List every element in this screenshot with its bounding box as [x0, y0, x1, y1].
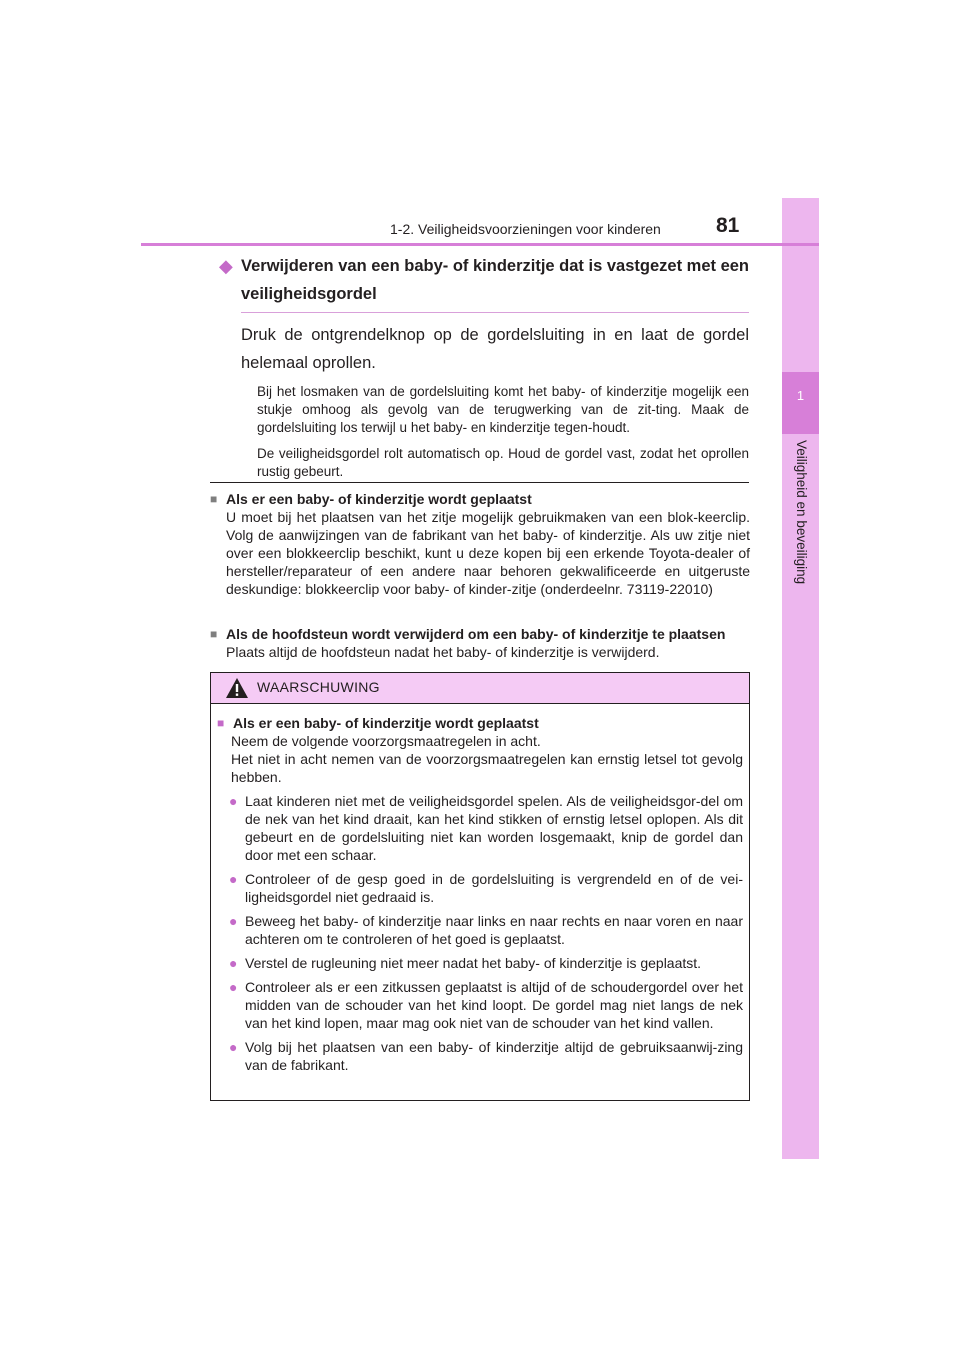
info-heading	[210, 625, 750, 643]
info-block-clip	[210, 490, 750, 598]
warning-intro-line: Neem de volgende voorzorgsmaatregelen in acht.	[231, 733, 541, 749]
warning-title: WAARSCHUWING	[257, 679, 380, 695]
warning-content	[211, 704, 749, 1074]
chapter-number: 1	[796, 388, 805, 403]
section-end-rule	[210, 482, 749, 483]
circle-bullet-icon: ●	[229, 913, 238, 929]
chapter-label: Veiligheid en beveiliging	[794, 440, 809, 585]
warning-bullet	[229, 792, 743, 864]
info-heading-text: Als er een baby- of kinderzitje wordt geplaatst	[226, 491, 532, 507]
circle-bullet-icon: ●	[229, 871, 238, 887]
chapter-tab	[782, 198, 819, 1159]
chapter-tab-active	[782, 372, 819, 434]
removal-section	[219, 252, 749, 481]
square-bullet-icon: ■	[217, 716, 225, 730]
info-heading-text: Als de hoofdsteun wordt verwijderd om een baby- of kinderzitje te plaatsen	[226, 626, 726, 642]
info-heading	[210, 490, 750, 508]
warning-bullet	[229, 870, 743, 906]
warning-box	[210, 672, 750, 1101]
heading-rule	[241, 312, 749, 313]
diamond-bullet-icon: ◆	[219, 256, 233, 276]
warning-bullet	[229, 1038, 743, 1074]
warning-heading	[217, 714, 743, 732]
info-body: Plaats altijd de hoofdsteun nadat het baby- of kinderzitje is verwijderd.	[226, 644, 660, 660]
section-heading	[219, 252, 749, 308]
step-text: Druk de ontgrendelknop op de gordelsluiting in en laat de gordel helemaal oprollen.	[241, 326, 749, 372]
circle-bullet-icon: ●	[229, 1039, 238, 1055]
warning-bullet-text: Controleer als er een zitkussen geplaatst is altijd of de schoudergordel over het midden van de schouder van het kind loopt. De gordel mag niet langs de nek van het kind lopen, maar mag ook niet van de schouder van het kind vallen.	[245, 979, 743, 1031]
section-heading-text: Verwijderen van een baby- of kinderzitje dat is vastgezet met een veiligheidsgordel	[241, 257, 750, 303]
note-1: Bij het losmaken van de gordelsluiting komt het baby- of kinderzitje mogelijk een stukje omhoog als gevolg van de terugwerking van de zit-ting. Maak de gordelsluiting los terwijl u het baby- en kinderzitje tegen-houdt.	[257, 384, 749, 435]
warning-intro-line: Het niet in acht nemen van de voorzorgsmaatregelen kan ernstig letsel tot gevolg hebben.	[231, 751, 743, 785]
header-title: 1-2. Veiligheidsvoorzieningen voor kinderen	[390, 221, 661, 237]
circle-bullet-icon: ●	[229, 979, 238, 995]
warning-bullet-text: Verstel de rugleuning niet meer nadat het baby- of kinderzitje is geplaatst.	[245, 955, 702, 971]
circle-bullet-icon: ●	[229, 955, 238, 971]
info-body: U moet bij het plaatsen van het zitje mogelijk gebruikmaken van een blok-keerclip. Volg de aanwijzingen van de fabrikant van het baby- of kinderzitje. Als uw zitje niet over een blokkeerclip beschikt, kunt u deze kopen bij een erkende Toyota-dealer of hersteller/reparateur of een andere naar behoren gekwalificeerde en uitgeruste deskundige: blokkeerclip voor baby- of kinder-zitje (onderdeelnr. 73119-22010)	[226, 509, 750, 597]
header-rule	[141, 243, 819, 246]
page-number: 81	[716, 214, 740, 237]
warning-bullet-text: Volg bij het plaatsen van een baby- of kinderzitje altijd de gebruiksaanwij-zing van de fabrikant.	[245, 1039, 743, 1073]
warning-heading-text: Als er een baby- of kinderzitje wordt geplaatst	[233, 715, 539, 731]
square-bullet-icon: ■	[210, 627, 218, 641]
square-bullet-icon: ■	[210, 492, 218, 506]
warning-bullet	[229, 954, 743, 972]
warning-bullet	[229, 912, 743, 948]
warning-bullet-text: Beweeg het baby- of kinderzitje naar links en naar rechts en naar voren en naar achteren om te controleren of het goed is geplaatst.	[245, 913, 743, 947]
circle-bullet-icon: ●	[229, 793, 238, 809]
note-2: De veiligheidsgordel rolt automatisch op. Houd de gordel vast, zodat het oprollen rustig gebeurt.	[257, 446, 749, 479]
warning-triangle-icon	[225, 677, 249, 704]
warning-bullet-text: Controleer of de gesp goed in de gordelsluiting is vergrendeld en of de vei-ligheidsgordel niet gedraaid is.	[245, 871, 743, 905]
warning-bullet	[229, 978, 743, 1032]
warning-intro	[231, 732, 743, 786]
warning-bullet-text: Laat kinderen niet met de veiligheidsgordel spelen. Als de veiligheidsgor-del om de nek van het kind draait, kan het kind stikken of ernstig letsel oplopen. Als dit gebeurt en de gordelsluiting niet kan worden losgemaakt, knip de gordel dan door met een schaar.	[245, 793, 743, 863]
info-block-headrest	[210, 625, 750, 661]
warning-title-bar	[211, 673, 749, 704]
